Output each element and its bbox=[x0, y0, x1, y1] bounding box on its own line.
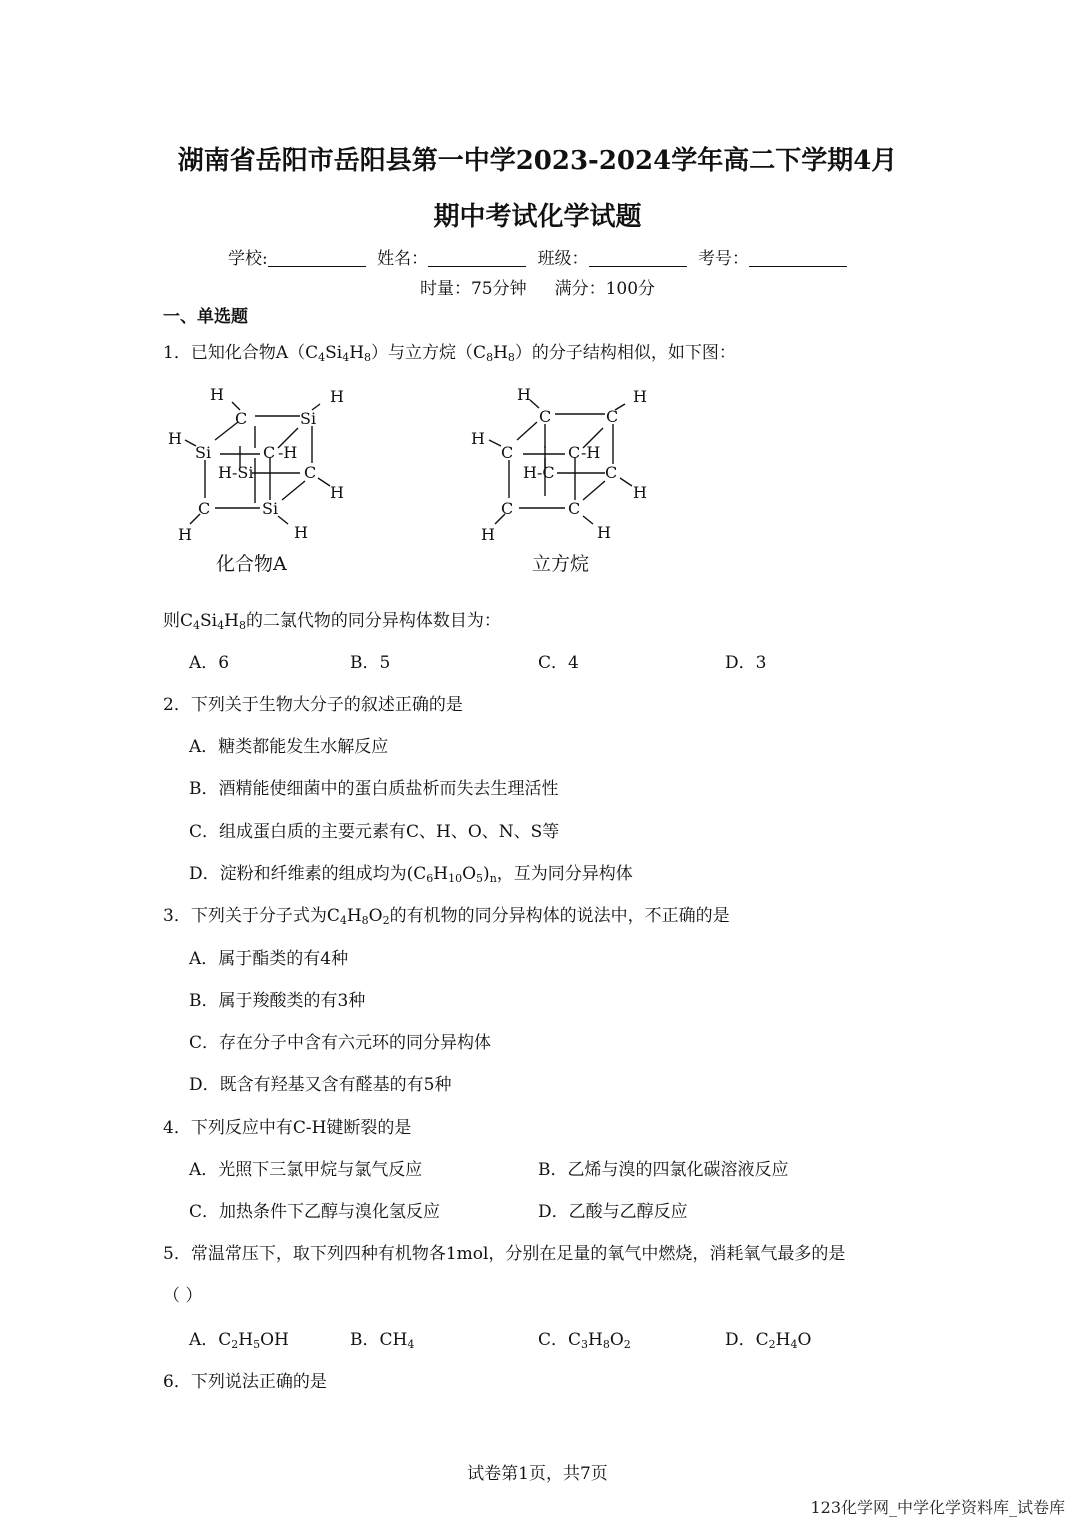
atom-label: H bbox=[597, 523, 611, 542]
atom-label: Si bbox=[262, 499, 279, 518]
atom-label: H bbox=[330, 483, 344, 502]
atom-label: C bbox=[606, 407, 619, 426]
q5-option-b[interactable]: B．$CH_4$ bbox=[350, 1330, 415, 1351]
atom-label: C bbox=[605, 463, 618, 482]
full-score: 满分：100分 bbox=[554, 279, 656, 299]
atom-label: -H bbox=[278, 443, 298, 462]
atom-label: C bbox=[501, 443, 514, 462]
class-field[interactable] bbox=[589, 248, 687, 267]
q2-option-b[interactable]: B．酒精能使细菌中的蛋白质盐析而失去生理活性 bbox=[189, 779, 559, 799]
q5-option-d[interactable]: D．$C_2H_4O$ bbox=[725, 1330, 812, 1351]
atom-label: H bbox=[633, 387, 647, 406]
caption-compound-a: 化合物A bbox=[216, 553, 287, 575]
class-label: 班级： bbox=[537, 249, 589, 269]
page-subtitle: 期中考试化学试题 bbox=[433, 202, 642, 232]
q2-option-a[interactable]: A．糖类都能发生水解反应 bbox=[189, 737, 389, 757]
q5-option-a[interactable]: A．$C_2H_5OH$ bbox=[189, 1330, 289, 1351]
atom-label: C bbox=[304, 463, 317, 482]
school-field[interactable] bbox=[268, 248, 366, 267]
atom-label: C bbox=[263, 443, 276, 462]
question-4-stem: 4．下列反应中有C-H键断裂的是 bbox=[163, 1118, 412, 1138]
q4-option-d[interactable]: D．乙酸与乙醇反应 bbox=[538, 1202, 688, 1222]
atom-label: C bbox=[539, 407, 552, 426]
number-field[interactable] bbox=[749, 248, 847, 267]
exam-time-info bbox=[0, 274, 1075, 299]
q1-option-b[interactable]: B．5 bbox=[350, 653, 391, 673]
atom-label: H bbox=[210, 385, 224, 404]
atom-label: C bbox=[568, 443, 581, 462]
number-label: 考号： bbox=[697, 249, 749, 269]
atom-label: Si bbox=[300, 409, 317, 428]
page-footer: 试卷第1页，共7页 bbox=[467, 1464, 608, 1484]
atom-label: H bbox=[481, 525, 495, 544]
name-label: 姓名： bbox=[377, 249, 429, 269]
q4-option-a[interactable]: A．光照下三氯甲烷与氯气反应 bbox=[189, 1160, 423, 1180]
cubane-structure bbox=[465, 378, 675, 548]
q3-option-c[interactable]: C．存在分子中含有六元环的同分异构体 bbox=[189, 1033, 492, 1053]
atom-label: H bbox=[633, 483, 647, 502]
watermark: 123化学网_中学化学资料库_试卷库 bbox=[810, 1498, 1065, 1517]
q3-option-a[interactable]: A．属于酯类的有4种 bbox=[189, 949, 349, 969]
q3-option-d[interactable]: D．既含有羟基又含有醛基的有5种 bbox=[189, 1075, 452, 1095]
atom-label: H bbox=[178, 525, 192, 544]
q4-option-b[interactable]: B．乙烯与溴的四氯化碳溶液反应 bbox=[538, 1160, 789, 1180]
q2-option-d[interactable]: D．淀粉和纤维素的组成均为$(C_6H_{10}O_5)_n$，互为同分异构体 bbox=[189, 864, 633, 885]
atom-label: H-Si bbox=[218, 463, 254, 482]
atom-label: H bbox=[294, 523, 308, 542]
q1-option-d[interactable]: D．3 bbox=[725, 653, 767, 673]
q2-option-c[interactable]: C．组成蛋白质的主要元素有C、H、O、N、S等 bbox=[189, 822, 560, 842]
question-3-stem: 3．下列关于分子式为$C_4H_8O_2$的有机物的同分异构体的说法中，不正确的是 bbox=[163, 906, 730, 927]
question-2-stem: 2．下列关于生物大分子的叙述正确的是 bbox=[163, 695, 463, 715]
atom-label: C bbox=[501, 499, 514, 518]
question-1-ask: 则$C_4Si_4H_8$的二氯代物的同分异构体数目为： bbox=[163, 611, 501, 632]
q5-option-c[interactable]: C．$C_3H_8O_2$ bbox=[538, 1330, 631, 1351]
atom-label: C bbox=[198, 499, 211, 518]
compound-a-structure bbox=[160, 378, 370, 548]
atom-label: Si bbox=[195, 443, 212, 462]
name-field[interactable] bbox=[428, 248, 526, 267]
q4-option-c[interactable]: C．加热条件下乙醇与溴化氢反应 bbox=[189, 1202, 441, 1222]
atom-label: H-C bbox=[523, 463, 555, 482]
section-heading: 一、单选题 bbox=[163, 307, 248, 327]
school-label: 学校: bbox=[228, 249, 268, 269]
atom-label: H bbox=[168, 429, 182, 448]
q3-option-b[interactable]: B．属于羧酸类的有3种 bbox=[189, 991, 366, 1011]
question-5-answer-paren: （ ） bbox=[163, 1286, 203, 1306]
caption-cubane: 立方烷 bbox=[532, 553, 590, 575]
page-title: 湖南省岳阳市岳阳县第一中学2023-2024学年高二下学期4月 bbox=[177, 146, 898, 176]
student-info-fields bbox=[0, 244, 1075, 269]
atom-label: -H bbox=[581, 443, 601, 462]
question-1-stem: 1．已知化合物$A(C_4Si_4H_8)$与立方烷$(C_8H_8)$的分子结构相似，如下图： bbox=[163, 343, 736, 364]
atom-label: C bbox=[235, 409, 248, 428]
atom-label: H bbox=[517, 385, 531, 404]
atom-label: C bbox=[568, 499, 581, 518]
question-5-stem: 5．常温常压下，取下列四种有机物各1mol，分别在足量的氧气中燃烧，消耗氧气最多的是 bbox=[163, 1244, 846, 1264]
question-6-stem: 6．下列说法正确的是 bbox=[163, 1372, 327, 1392]
atom-label: H bbox=[471, 429, 485, 448]
q1-option-c[interactable]: C．4 bbox=[538, 653, 579, 673]
q1-option-a[interactable]: A．6 bbox=[189, 653, 230, 673]
atom-label: H bbox=[330, 387, 344, 406]
duration: 时量：75分钟 bbox=[419, 279, 527, 299]
